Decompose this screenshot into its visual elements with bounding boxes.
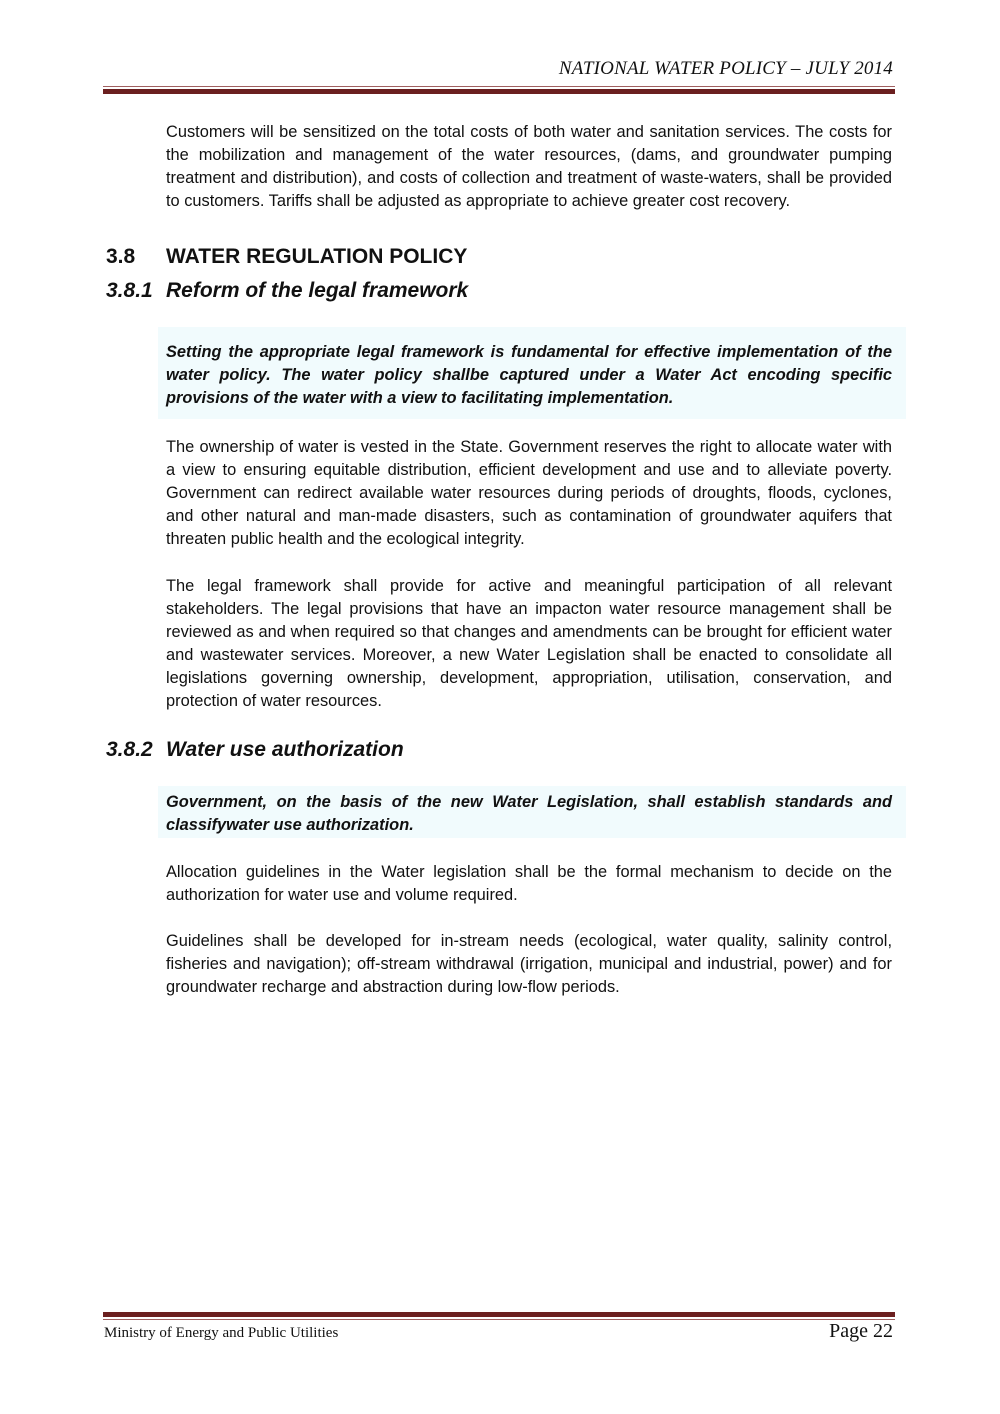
- intro-paragraph-text: Customers will be sensitized on the total costs of both water and sanitation services. The costs for the mobilization and management of the water resources, (dams, and groundwater pumping treatment and distribution), and costs of collection and treatment of waste-waters, shall be provided to customers. Tariffs shall be adjusted as appropriate to achieve greater cost recovery.: [166, 123, 892, 210]
- footer-rule-thick: [103, 1312, 895, 1317]
- section-number: 3.8: [106, 245, 136, 268]
- policy-statement-text: Government, on the basis of the new Water Legislation, shall establish standards and classifywater use authorization.: [166, 793, 892, 834]
- section-3-8-heading: [106, 245, 467, 269]
- section-number: 3.8.2: [106, 738, 153, 761]
- running-header-title: NATIONAL WATER POLICY – JULY 2014: [558, 58, 893, 79]
- paragraph-text: Guidelines shall be developed for in-stream needs (ecological, water quality, salinity control, fisheries and navigation); off-stream withdrawal (irrigation, municipal and industrial, power) and for groundwater recharge and abstraction during low-flow periods.: [166, 932, 892, 996]
- footer-rule-thin: [103, 1319, 895, 1320]
- paragraph-text: The ownership of water is vested in the State. Government reserves the right to allocate water with a view to ensuring equitable distribution, efficient development and use and to alleviate poverty. Government can redirect available water resources during periods of droughts, floods, cyclones, and other natural and man-made disasters, such as contamination of groundwater aquifers that threaten public health and the ecological integrity.: [166, 438, 892, 548]
- header-rule-thick: [103, 89, 895, 94]
- header-rule-thin: [103, 86, 895, 87]
- page-number: Page 22: [829, 1320, 893, 1342]
- policy-statement-callout: [158, 327, 906, 419]
- intro-paragraph: [166, 121, 892, 213]
- paragraph-text: The legal framework shall provide for active and meaningful participation of all relevant stakeholders. The legal provisions that have an impacton water resource management shall be reviewed as and when required so that changes and amendments can be brought for efficient water and wastewater services. Moreover, a new Water Legislation shall be enacted to consolidate all legislations governing ownership, development, appropriation, utilisation, conservation, and protection of water resources.: [166, 577, 892, 710]
- policy-statement-text: Setting the appropriate legal framework is fundamental for effective implementation of the water policy. The water policy shallbe captured under a Water Act encoding specific provisions of the water with a view to facilitating implementation.: [166, 343, 892, 407]
- section-title: Water use authorization: [166, 738, 404, 761]
- section-3-8-2-heading: [106, 738, 404, 762]
- section-number: 3.8.1: [106, 279, 153, 302]
- paragraph-ownership: [166, 436, 892, 551]
- paragraph-guidelines: [166, 930, 892, 999]
- section-title: WATER REGULATION POLICY: [166, 245, 468, 268]
- paragraph-allocation: [166, 861, 892, 907]
- policy-statement-callout: [158, 786, 906, 838]
- footer-rule: [103, 1312, 895, 1320]
- paragraph-text: Allocation guidelines in the Water legislation shall be the formal mechanism to decide on the authorization for water use and volume required.: [166, 863, 892, 904]
- section-title: Reform of the legal framework: [166, 279, 469, 302]
- header-rule: [103, 86, 895, 94]
- footer-organization: Ministry of Energy and Public Utilities: [104, 1325, 339, 1341]
- section-3-8-1-heading: [106, 279, 468, 303]
- paragraph-legal-framework: [166, 575, 892, 713]
